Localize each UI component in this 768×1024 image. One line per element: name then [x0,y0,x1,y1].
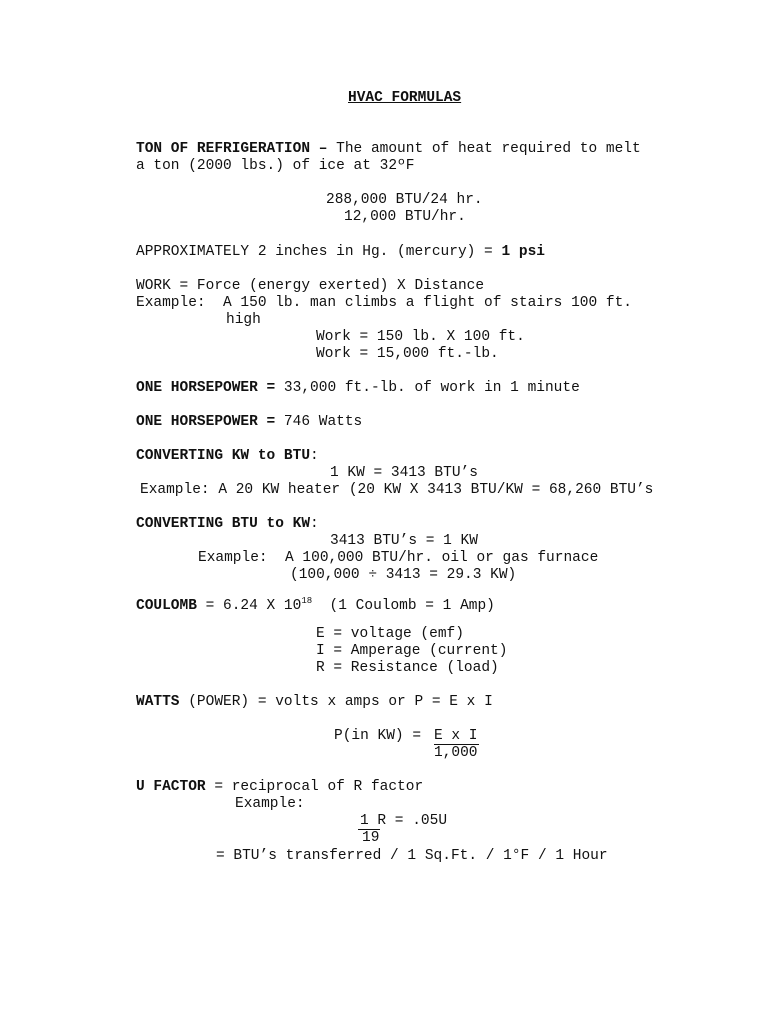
ufactor-example: Example: [235,796,305,812]
page-title: HVAC FORMULAS [348,90,462,106]
coulomb-line [136,598,495,616]
work-calc-2: Work = 15,000 ft.-lb. [316,346,499,362]
ton-value-1: 288,000 BTU/24 hr. [326,192,483,208]
coulomb-label: COULOMB [136,598,197,614]
work-def: WORK = Force (energy exerted) X Distance [136,278,485,294]
coulomb-text: = 6.24 X 10 [196,598,302,614]
work-example-1: Example: A 150 lb. man climbs a flight of stairs 100 ft. [136,295,632,311]
hp1-text: 33,000 ft.-lb. of work in 1 minute [275,380,580,396]
ton-value-2: 12,000 BTU/hr. [344,209,466,225]
kw-btu-label: CONVERTING KW to BTU [136,448,311,464]
watts-formula-numerator: E x I [434,728,478,744]
ton-line-1 [136,141,641,158]
ton-line-2: a ton (2000 lbs.) of ice at 32ºF [136,158,415,174]
coulomb-exponent: 18 [301,596,313,606]
btu-kw-label: CONVERTING BTU to KW [136,516,311,532]
legend-voltage: E = voltage (emf) [316,626,464,642]
hp2-label: ONE HORSEPOWER = [136,414,276,430]
ufactor-formula [360,813,447,830]
btu-kw-example-1: Example: A 100,000 BTU/hr. oil or gas furnace [198,550,599,566]
coulomb-note: (1 Coulomb = 1 Amp) [312,598,495,614]
btu-kw-colon: : [310,516,319,532]
hp1-label: ONE HORSEPOWER = [136,380,276,396]
ufactor-text: = reciprocal of R factor [205,779,424,795]
btu-kw-example-2: (100,000 ÷ 3413 = 29.3 KW) [290,567,517,583]
psi-text: APPROXIMATELY 2 inches in Hg. (mercury) = [136,244,502,260]
ufactor-definition: = BTU’s transferred / 1 Sq.Ft. / 1°F / 1 Hour [216,848,608,864]
btu-kw-formula: 3413 BTU’s = 1 KW [330,533,478,549]
work-example-2: high [226,312,261,328]
kw-btu-colon: : [310,448,319,464]
horsepower-line-2 [136,414,362,431]
ton-text-1: The amount of heat required to melt [327,141,641,157]
psi-line [136,244,545,261]
watts-formula-lhs: P(in KW) = [334,728,430,744]
ufactor-line [136,779,423,796]
psi-bold: 1 psi [501,244,545,260]
watts-line [136,694,493,711]
work-calc-1: Work = 150 lb. X 100 ft. [316,329,525,345]
ufactor-numerator: 1 [360,813,369,829]
kw-btu-example: Example: A 20 KW heater (20 KW X 3413 BTU/KW = 68,260 BTU’s [140,482,654,498]
kw-btu-heading [136,448,319,465]
btu-kw-heading [136,516,319,533]
watts-label: WATTS [136,694,180,710]
ufactor-label: U FACTOR [136,779,206,795]
kw-btu-formula: 1 KW = 3413 BTU’s [330,465,478,481]
horsepower-line-1 [136,380,580,397]
ton-label: TON OF REFRIGERATION – [136,141,328,157]
ufactor-denominator: 19 [362,830,380,846]
legend-resistance: R = Resistance (load) [316,660,499,676]
watts-text: (POWER) = volts x amps or P = E x I [179,694,493,710]
watts-formula-denominator: 1,000 [434,745,478,761]
hp2-text: 746 Watts [275,414,363,430]
legend-amperage: I = Amperage (current) [316,643,508,659]
ufactor-formula-rest: R = .05U [368,813,448,829]
